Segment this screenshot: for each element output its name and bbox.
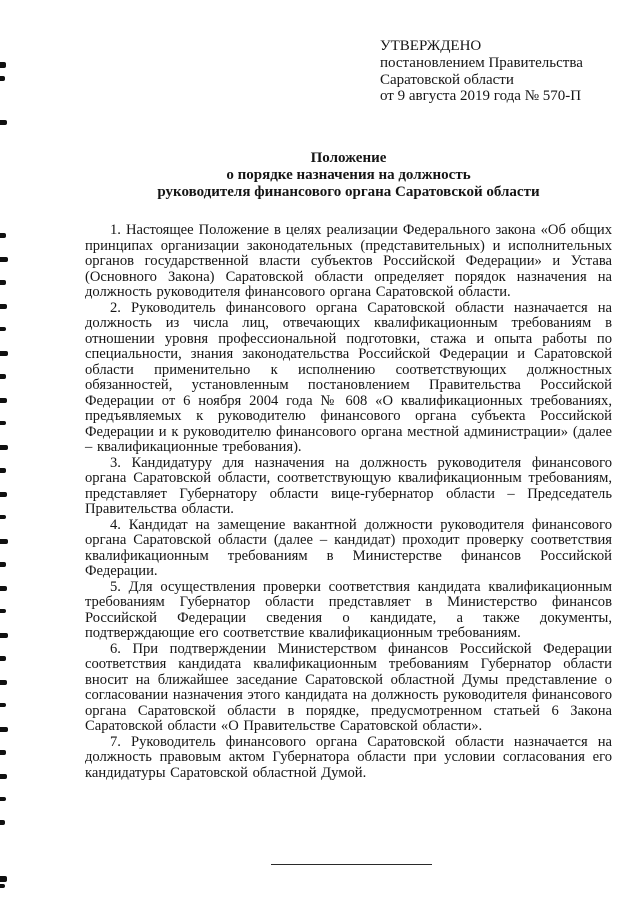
scan-artifact: [0, 562, 6, 567]
paragraph: 5. Для осуществления проверки соответствия кандидата квалификационным требованиям Губернатор области представляет в Министерство финансов Российской Федерации сведения о кандидате, а также документы, подтверждающие его соответствие квалификационным требованиям.: [85, 578, 612, 641]
scan-artifact: [0, 398, 7, 403]
scan-artifact: [0, 351, 8, 356]
scan-artifact: [0, 374, 6, 379]
scan-artifact: [0, 750, 6, 755]
scan-artifact: [0, 680, 7, 685]
document-title: [85, 150, 612, 201]
scan-artifact: [0, 62, 6, 68]
scan-artifact: [0, 774, 7, 779]
scan-artifact: [0, 76, 5, 81]
scan-artifact: [0, 884, 5, 888]
approval-line: УТВЕРЖДЕНО: [380, 38, 482, 54]
scan-artifact: [0, 876, 7, 882]
scan-artifact: [0, 609, 6, 613]
scan-artifact: [0, 656, 6, 661]
approval-line: от 9 августа 2019 года № 570-П: [380, 88, 582, 105]
approval-stamp: [380, 38, 620, 105]
scan-artifact: [0, 304, 7, 309]
scan-artifact: [0, 445, 8, 450]
paragraph: 2. Руководитель финансового органа Саратовской области назначается на должность из числа лиц, отвечающих квалификационным требованиям в отношении уровня профессиональной подготовки, стажа и опыта работы по специальности, знания законодательства Российской Федерации и Саратовской области применительно к исполнению соответствующих должностных обязанностей, установленным постановлением Правительства Российской Федерации от 6 ноября 2004 года № 608 «О квалификационных требованиях, предъявляемых к руководителю финансового органа субъекта Российской Федерации и к руководителю финансового органа местной администрации» (далее – квалификационные требования).: [85, 299, 612, 455]
scan-artifact: [0, 421, 6, 425]
scan-artifact: [0, 586, 7, 591]
approval-line: постановлением Правительства: [380, 54, 583, 71]
scan-artifact: [0, 539, 8, 544]
title-line: о порядке назначения на должность: [226, 167, 471, 183]
document-body: [85, 223, 612, 781]
scan-artifact: [0, 233, 6, 238]
scan-artifact: [0, 280, 6, 285]
scan-artifact: [0, 797, 6, 801]
footer-rule: [271, 864, 432, 865]
scan-artifact: [0, 703, 6, 707]
scan-artifact: [0, 633, 8, 638]
paragraph: 1. Настоящее Положение в целях реализации Федерального закона «Об общих принципах организации законодательных (представительных) и исполнительных органов государственной власти субъектов Российской Федерации» и Устава (Основного Закона) Саратовской области определяет порядок назначения на должность руководителя финансового органа Саратовской области.: [85, 222, 612, 300]
approval-line: Саратовской области: [380, 71, 514, 88]
paragraph: 3. Кандидатуру для назначения на должность руководителя финансового органа Саратовской области, соответствующую квалификационным требованиям, представляет Губернатору области вице-губернатор области – Председатель Правительства области.: [85, 454, 612, 517]
scan-artifact: [0, 727, 8, 732]
paragraph: 7. Руководитель финансового органа Саратовской области назначается на должность правовым актом Губернатора области при условии согласования его кандидатуры Саратовской областной Думой.: [85, 733, 612, 781]
scan-artifact: [0, 257, 8, 262]
scan-artifact: [0, 820, 5, 825]
scan-artifact: [0, 120, 7, 125]
scan-artifact: [0, 492, 7, 497]
title-line: Положение: [310, 150, 387, 166]
scan-artifact: [0, 468, 6, 473]
paragraph: 4. Кандидат на замещение вакантной должности руководителя финансового органа Саратовской области (далее – кандидат) проходит проверку соответствия квалификационным требованиям в Министерстве финансов Российской Федерации.: [85, 516, 612, 579]
title-line: руководителя финансового органа Саратовской области: [157, 184, 540, 200]
paragraph: 6. При подтверждении Министерством финансов Российской Федерации соответствия кандидата квалификационным требованиям Губернатор области вносит на ближайшее заседание Саратовской областной Думы представление о согласовании назначения этого кандидата на должность руководителя финансового органа Саратовской области в порядке, предусмотренном статьей 6 Закона Саратовской области «О Правительстве Саратовской области».: [85, 640, 612, 734]
scan-artifact: [0, 327, 6, 331]
scan-artifact: [0, 515, 6, 519]
